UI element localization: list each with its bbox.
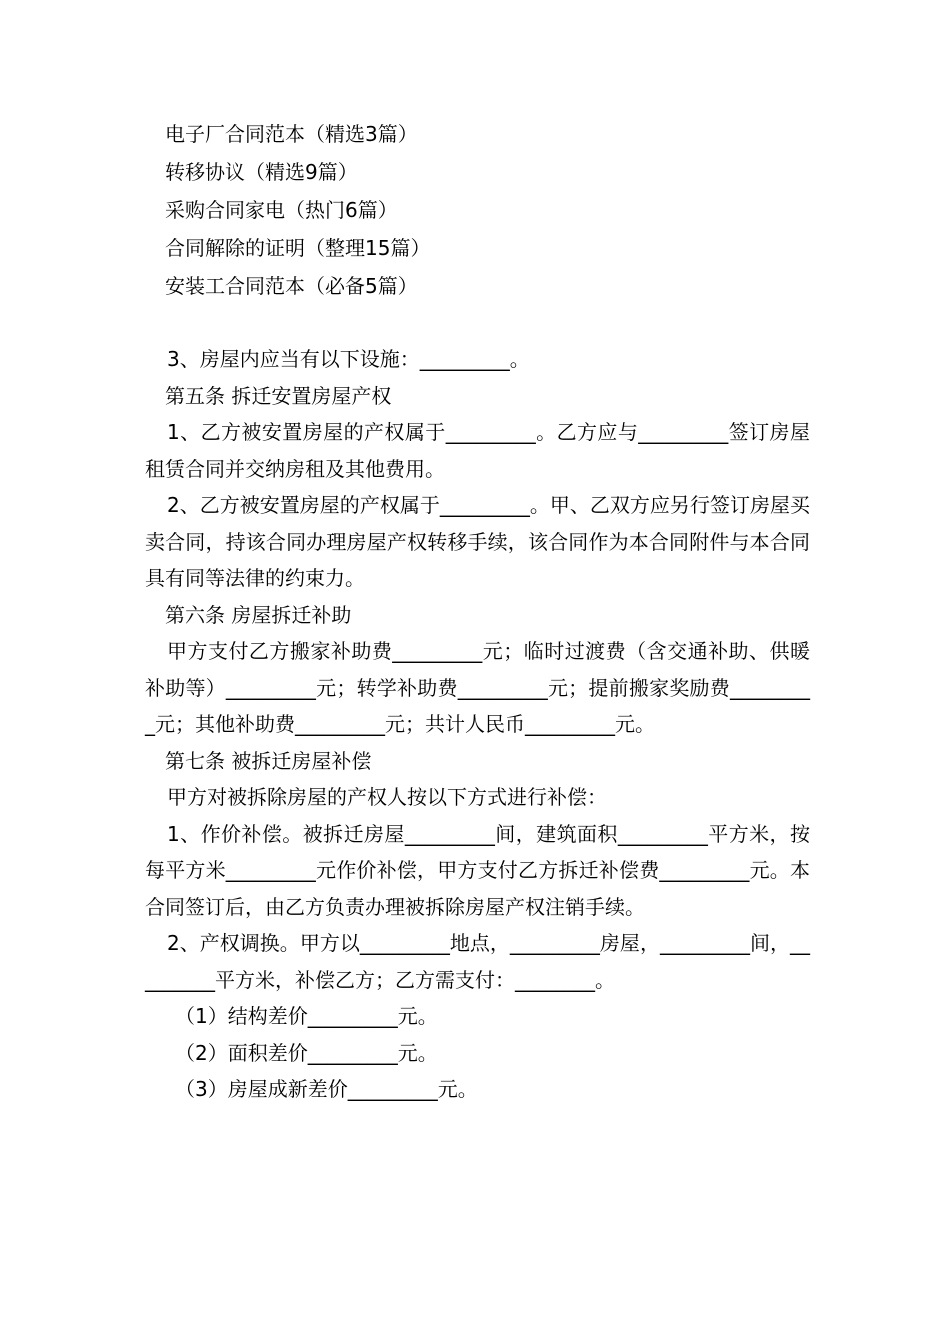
related-link[interactable]: 采购合同家电（热门6篇） (165, 198, 398, 222)
related-link[interactable]: 电子厂合同范本（精选3篇） (165, 122, 418, 146)
clause-paragraph: 1、作价补偿。被拆迁房屋_________间，建筑面积_________平方米，按每平方米_________元作价补偿，甲方支付乙方拆迁补偿费_________元。本合同签订后，由乙方负责办理被拆除房屋产权注销手续。 (145, 821, 810, 919)
article-heading: 第六条 房屋拆迁补助 (165, 602, 352, 627)
clause-paragraph: 2、乙方被安置房屋的产权属于_________。甲、乙双方应另行签订房屋买卖合同，持该合同办理房屋产权转移手续，该合同作为本合同附件与本合同具有同等法律的约束力。 (145, 493, 810, 590)
related-link[interactable]: 安装工合同范本（必备5篇） (165, 274, 418, 298)
clause-facilities: 3、房屋内应当有以下设施：_________。 (167, 347, 530, 371)
clause-paragraph: 2、产权调换。甲方以_________地点，_________房屋，_________间，_________平方米，补偿乙方；乙方需支付：________。 (145, 931, 810, 992)
related-link[interactable]: 转移协议（精选9篇） (165, 160, 358, 184)
article-heading: 第七条 被拆迁房屋补偿 (165, 748, 372, 773)
sub-clause: （3）房屋成新差价_________元。 (175, 1077, 478, 1101)
clause-paragraph: 甲方对被拆除房屋的产权人按以下方式进行补偿： (167, 785, 607, 809)
related-documents-list (165, 115, 430, 305)
sub-clause: （2）面积差价_________元。 (175, 1040, 438, 1065)
related-link[interactable]: 合同解除的证明（整理15篇） (165, 236, 431, 260)
clause-paragraph: 1、乙方被安置房屋的产权属于_________。乙方应与_________签订房屋租赁合同并交纳房租及其他费用。 (145, 420, 810, 481)
sub-clause: （1）结构差价_________元。 (175, 1004, 438, 1028)
article-heading: 第五条 拆迁安置房屋产权 (165, 383, 392, 408)
contract-body (145, 341, 810, 1108)
clause-paragraph: 甲方支付乙方搬家补助费_________元；临时过渡费（含交通补助、供暖补助等）_________元；转学补助费_________元；提前搬家奖励费_________元；其他补助费_________元；共计人民币_________元。 (145, 639, 810, 736)
